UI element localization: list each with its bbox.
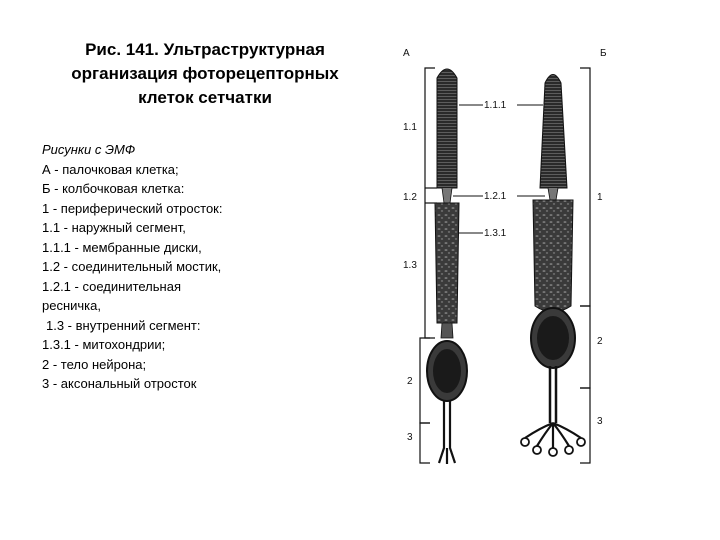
label-rod-a: А — [403, 48, 410, 59]
legend-item: 1.2 - соединительный мостик, — [42, 259, 222, 274]
title-line-2: организация фоторецепторных — [71, 64, 339, 83]
label-1-1: 1.1 — [403, 122, 417, 133]
diagram-svg — [395, 38, 625, 478]
legend-item: Б - колбочковая клетка: — [42, 181, 185, 196]
label-1-3: 1.3 — [403, 260, 417, 271]
rod-neck — [441, 323, 453, 338]
label-3-right: 3 — [597, 416, 603, 427]
legend-item: ресничка, — [42, 298, 101, 313]
rod-inner-segment — [435, 203, 459, 323]
legend-item: 1.1 - наружный сегмент, — [42, 220, 186, 235]
figure-title — [40, 38, 370, 110]
rod-outer-segment — [437, 69, 457, 188]
cone-pedicle — [525, 423, 581, 448]
pointer-arrows — [453, 105, 545, 233]
label-2-right: 2 — [597, 336, 603, 347]
legend-item: 2 - тело нейрона; — [42, 356, 147, 372]
label-1-1-1: 1.1.1 — [484, 100, 507, 111]
label-1-3-1: 1.3.1 — [484, 228, 507, 239]
label-1-right: 1 — [597, 192, 603, 203]
legend-item: А - палочковая клетка; — [42, 161, 179, 177]
rod-nucleus — [433, 349, 461, 393]
legend-item: 1.2.1 - соединительная — [42, 278, 181, 294]
legend-item: 1 - периферический отросток: — [42, 200, 223, 216]
legend-item: 1.3.1 - митохондрии; — [42, 337, 166, 352]
label-2-left: 2 — [407, 376, 413, 387]
title-line-1: Рис. 141. Ультраструктурная — [85, 40, 325, 59]
photoreceptor-diagram — [395, 38, 625, 478]
legend-heading: Рисунки с ЭМФ — [42, 142, 136, 157]
cone-axon — [550, 366, 556, 423]
legend-item: 1.1.1 - мембранные диски, — [42, 239, 202, 255]
label-1-2: 1.2 — [403, 192, 417, 203]
legend-item: 1.3 - внутренний сегмент: — [46, 317, 201, 333]
rod-connecting-cilium — [442, 188, 452, 203]
label-cone-b: Б — [600, 48, 607, 59]
figure-legend — [42, 140, 342, 394]
label-3-left: 3 — [407, 432, 413, 443]
cone-outer-segment — [540, 75, 567, 189]
left-brackets — [420, 68, 437, 463]
rod-cell — [427, 69, 467, 464]
rod-axon — [439, 400, 455, 464]
cone-inner-segment — [533, 200, 573, 312]
title-line-3: клеток сетчатки — [138, 88, 272, 107]
cone-nucleus — [537, 316, 569, 360]
label-1-2-1: 1.2.1 — [484, 191, 507, 202]
right-brackets — [580, 68, 590, 463]
cone-cell — [521, 75, 585, 457]
legend-item: 3 - аксональный отросток — [42, 376, 197, 391]
cone-connecting-cilium — [548, 188, 558, 200]
